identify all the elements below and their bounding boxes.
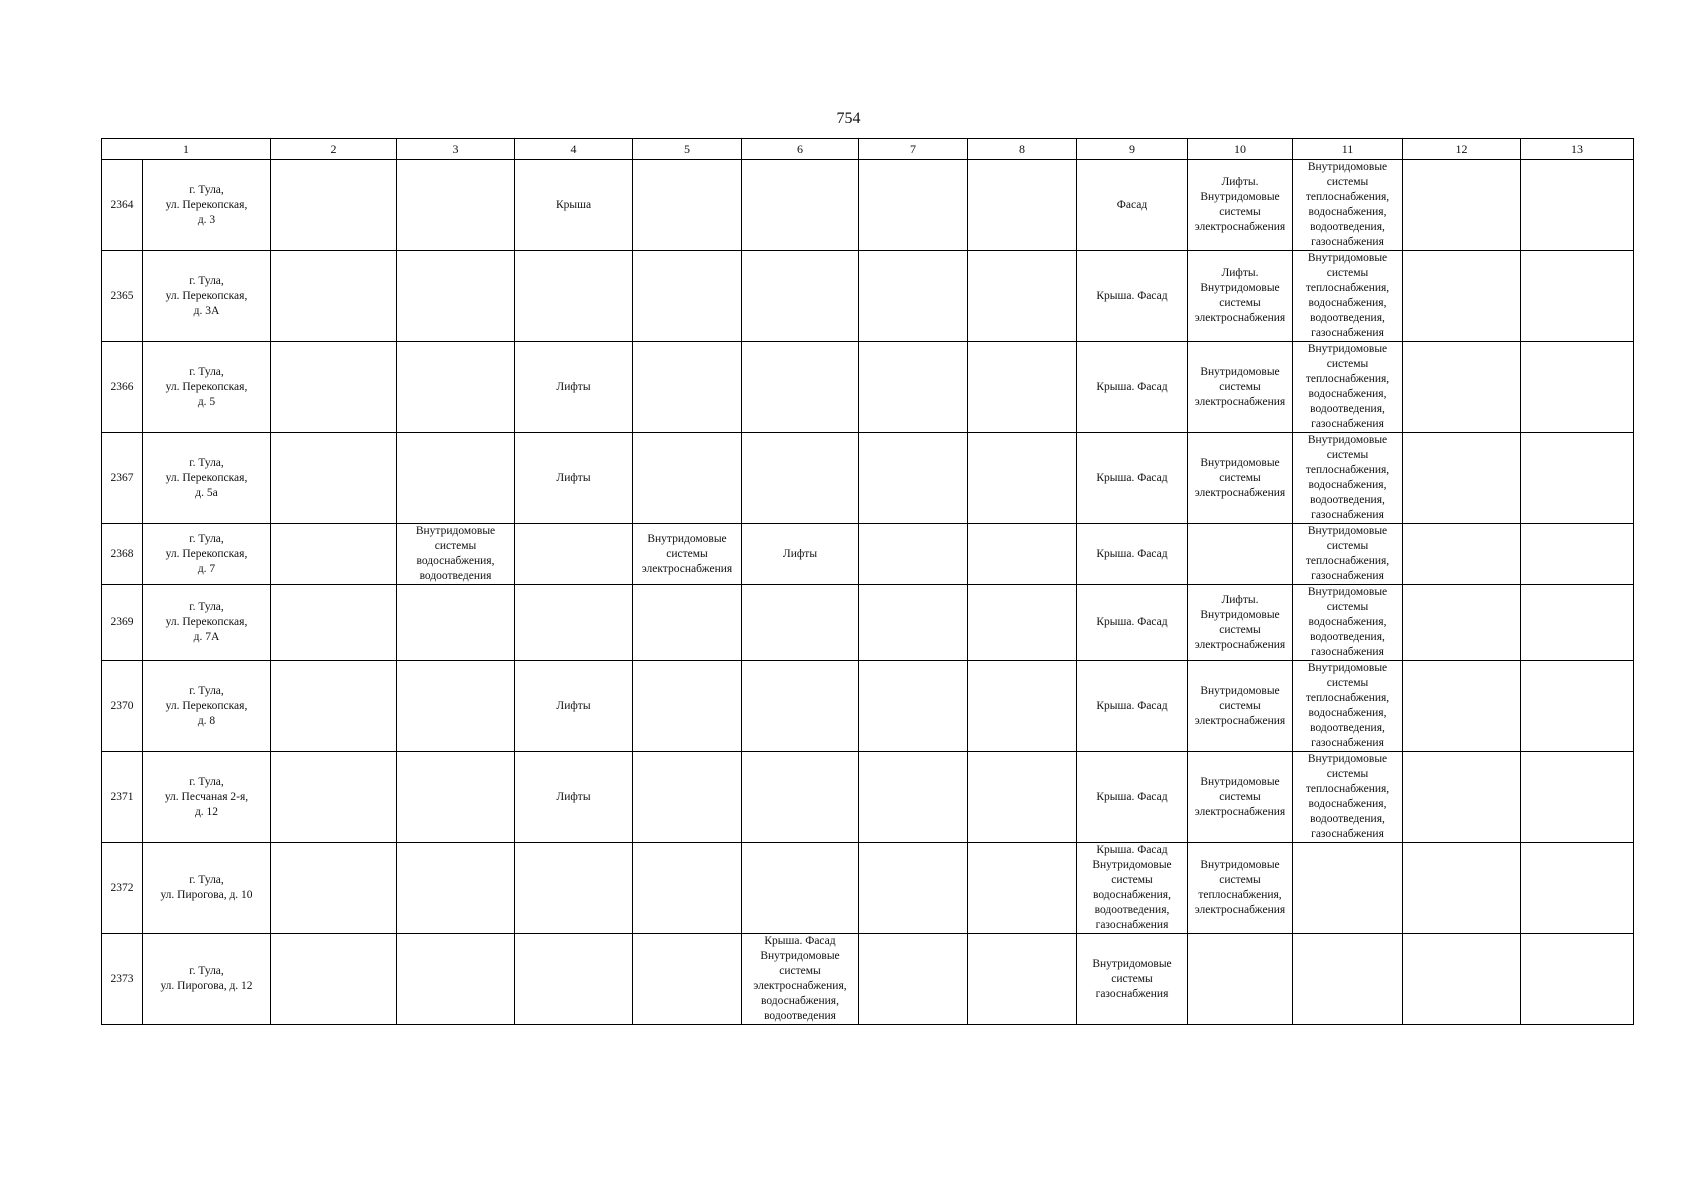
cell-col-12 <box>1403 342 1521 433</box>
cell-col-6 <box>742 251 859 342</box>
cell-col-9: Крыша. Фасад <box>1077 661 1188 752</box>
cell-col-5 <box>633 251 742 342</box>
cell-col-7 <box>859 585 968 661</box>
cell-col-9: Крыша. Фасад <box>1077 433 1188 524</box>
cell-col-3 <box>397 585 515 661</box>
table-body <box>102 160 1634 1025</box>
cell-col-6 <box>742 160 859 251</box>
row-number: 2364 <box>102 160 143 251</box>
cell-col-9: Фасад <box>1077 160 1188 251</box>
cell-col-2 <box>271 433 397 524</box>
cell-col-11 <box>1293 934 1403 1025</box>
cell-col-10: Лифты. Внутридомовые системы электроснабжения <box>1188 251 1293 342</box>
table-row <box>102 752 1634 843</box>
cell-col-6 <box>742 752 859 843</box>
cell-col-8 <box>968 251 1077 342</box>
table-row <box>102 342 1634 433</box>
cell-col-7 <box>859 661 968 752</box>
cell-col-13 <box>1521 585 1634 661</box>
header-row <box>102 139 1634 160</box>
cell-col-5 <box>633 160 742 251</box>
cell-col-7 <box>859 934 968 1025</box>
cell-col-10: Внутридомовые системы электроснабжения <box>1188 342 1293 433</box>
cell-col-4: Лифты <box>515 342 633 433</box>
cell-col-3: Внутридомовые системы водоснабжения, водоотведения <box>397 524 515 585</box>
cell-col-2 <box>271 752 397 843</box>
cell-col-6: Крыша. Фасад Внутридомовые системы электроснабжения, водоснабжения, водоотведения <box>742 934 859 1025</box>
cell-col-4: Лифты <box>515 433 633 524</box>
cell-col-7 <box>859 342 968 433</box>
cell-col-8 <box>968 342 1077 433</box>
cell-col-6 <box>742 342 859 433</box>
cell-col-5: Внутридомовые системы электроснабжения <box>633 524 742 585</box>
address-cell: г. Тула, ул. Перекопская, д. 7А <box>143 585 271 661</box>
cell-col-9: Крыша. Фасад <box>1077 251 1188 342</box>
cell-col-4: Крыша <box>515 160 633 251</box>
cell-col-5 <box>633 843 742 934</box>
row-number: 2372 <box>102 843 143 934</box>
cell-col-8 <box>968 585 1077 661</box>
cell-col-9: Крыша. Фасад Внутридомовые системы водоснабжения, водоотведения, газоснабжения <box>1077 843 1188 934</box>
row-number: 2365 <box>102 251 143 342</box>
cell-col-10 <box>1188 934 1293 1025</box>
address-cell: г. Тула, ул. Перекопская, д. 5 <box>143 342 271 433</box>
row-number: 2369 <box>102 585 143 661</box>
column-header: 3 <box>397 139 515 160</box>
table-row <box>102 524 1634 585</box>
cell-col-2 <box>271 661 397 752</box>
cell-col-8 <box>968 433 1077 524</box>
table-row <box>102 251 1634 342</box>
cell-col-13 <box>1521 251 1634 342</box>
cell-col-11: Внутридомовые системы теплоснабжения, водоснабжения, водоотведения, газоснабжения <box>1293 160 1403 251</box>
cell-col-8 <box>968 752 1077 843</box>
table-row <box>102 585 1634 661</box>
cell-col-7 <box>859 251 968 342</box>
cell-col-12 <box>1403 251 1521 342</box>
cell-col-6 <box>742 585 859 661</box>
cell-col-3 <box>397 251 515 342</box>
cell-col-6 <box>742 661 859 752</box>
cell-col-4 <box>515 843 633 934</box>
cell-col-7 <box>859 843 968 934</box>
cell-col-13 <box>1521 752 1634 843</box>
cell-col-12 <box>1403 752 1521 843</box>
cell-col-4 <box>515 585 633 661</box>
cell-col-11: Внутридомовые системы теплоснабжения, водоснабжения, водоотведения, газоснабжения <box>1293 752 1403 843</box>
cell-col-10: Лифты. Внутридомовые системы электроснабжения <box>1188 585 1293 661</box>
column-header: 11 <box>1293 139 1403 160</box>
cell-col-2 <box>271 843 397 934</box>
cell-col-2 <box>271 342 397 433</box>
cell-col-10 <box>1188 524 1293 585</box>
cell-col-12 <box>1403 585 1521 661</box>
cell-col-3 <box>397 661 515 752</box>
cell-col-12 <box>1403 524 1521 585</box>
column-header: 4 <box>515 139 633 160</box>
cell-col-2 <box>271 251 397 342</box>
column-header: 10 <box>1188 139 1293 160</box>
cell-col-3 <box>397 843 515 934</box>
cell-col-13 <box>1521 661 1634 752</box>
cell-col-8 <box>968 524 1077 585</box>
cell-col-4: Лифты <box>515 752 633 843</box>
cell-col-12 <box>1403 661 1521 752</box>
column-header: 6 <box>742 139 859 160</box>
column-header: 12 <box>1403 139 1521 160</box>
cell-col-12 <box>1403 433 1521 524</box>
cell-col-9: Крыша. Фасад <box>1077 524 1188 585</box>
cell-col-9: Крыша. Фасад <box>1077 342 1188 433</box>
column-header: 13 <box>1521 139 1634 160</box>
cell-col-13 <box>1521 524 1634 585</box>
table-row <box>102 661 1634 752</box>
address-cell: г. Тула, ул. Перекопская, д. 7 <box>143 524 271 585</box>
table-row <box>102 160 1634 251</box>
cell-col-12 <box>1403 843 1521 934</box>
cell-col-5 <box>633 433 742 524</box>
cell-col-9: Крыша. Фасад <box>1077 752 1188 843</box>
cell-col-3 <box>397 342 515 433</box>
address-cell: г. Тула, ул. Перекопская, д. 8 <box>143 661 271 752</box>
row-number: 2367 <box>102 433 143 524</box>
cell-col-12 <box>1403 934 1521 1025</box>
cell-col-4 <box>515 524 633 585</box>
cell-col-9: Внутридомовые системы газоснабжения <box>1077 934 1188 1025</box>
cell-col-2 <box>271 585 397 661</box>
cell-col-4 <box>515 251 633 342</box>
row-number: 2371 <box>102 752 143 843</box>
address-cell: г. Тула, ул. Перекопская, д. 3 <box>143 160 271 251</box>
cell-col-2 <box>271 524 397 585</box>
cell-col-10: Внутридомовые системы теплоснабжения, электроснабжения <box>1188 843 1293 934</box>
row-number: 2366 <box>102 342 143 433</box>
cell-col-6: Лифты <box>742 524 859 585</box>
cell-col-13 <box>1521 843 1634 934</box>
cell-col-13 <box>1521 433 1634 524</box>
address-cell: г. Тула, ул. Пирогова, д. 10 <box>143 843 271 934</box>
cell-col-5 <box>633 752 742 843</box>
column-header: 5 <box>633 139 742 160</box>
repair-schedule-table <box>101 138 1634 1025</box>
table-row <box>102 433 1634 524</box>
cell-col-5 <box>633 342 742 433</box>
cell-col-7 <box>859 752 968 843</box>
cell-col-4: Лифты <box>515 661 633 752</box>
cell-col-10: Внутридомовые системы электроснабжения <box>1188 661 1293 752</box>
table-row <box>102 934 1634 1025</box>
cell-col-5 <box>633 585 742 661</box>
cell-col-7 <box>859 160 968 251</box>
cell-col-10: Внутридомовые системы электроснабжения <box>1188 433 1293 524</box>
cell-col-3 <box>397 934 515 1025</box>
cell-col-11: Внутридомовые системы теплоснабжения, водоснабжения, водоотведения, газоснабжения <box>1293 661 1403 752</box>
cell-col-6 <box>742 433 859 524</box>
cell-col-8 <box>968 160 1077 251</box>
row-number: 2370 <box>102 661 143 752</box>
cell-col-8 <box>968 934 1077 1025</box>
column-header: 9 <box>1077 139 1188 160</box>
cell-col-5 <box>633 934 742 1025</box>
address-cell: г. Тула, ул. Перекопская, д. 3А <box>143 251 271 342</box>
cell-col-10: Внутридомовые системы электроснабжения <box>1188 752 1293 843</box>
cell-col-3 <box>397 433 515 524</box>
column-header: 2 <box>271 139 397 160</box>
cell-col-7 <box>859 433 968 524</box>
cell-col-10: Лифты. Внутридомовые системы электроснабжения <box>1188 160 1293 251</box>
page-number: 754 <box>836 110 861 127</box>
cell-col-6 <box>742 843 859 934</box>
cell-col-11: Внутридомовые системы водоснабжения, водоотведения, газоснабжения <box>1293 585 1403 661</box>
column-header: 8 <box>968 139 1077 160</box>
cell-col-7 <box>859 524 968 585</box>
column-header: 1 <box>102 139 271 160</box>
row-number: 2373 <box>102 934 143 1025</box>
cell-col-13 <box>1521 934 1634 1025</box>
cell-col-3 <box>397 752 515 843</box>
cell-col-11: Внутридомовые системы теплоснабжения, водоснабжения, водоотведения, газоснабжения <box>1293 342 1403 433</box>
column-header: 7 <box>859 139 968 160</box>
table-row <box>102 843 1634 934</box>
cell-col-9: Крыша. Фасад <box>1077 585 1188 661</box>
row-number: 2368 <box>102 524 143 585</box>
cell-col-13 <box>1521 342 1634 433</box>
cell-col-8 <box>968 661 1077 752</box>
cell-col-4 <box>515 934 633 1025</box>
address-cell: г. Тула, ул. Песчаная 2-я, д. 12 <box>143 752 271 843</box>
cell-col-11 <box>1293 843 1403 934</box>
cell-col-13 <box>1521 160 1634 251</box>
cell-col-12 <box>1403 160 1521 251</box>
cell-col-11: Внутридомовые системы теплоснабжения, газоснабжения <box>1293 524 1403 585</box>
cell-col-11: Внутридомовые системы теплоснабжения, водоснабжения, водоотведения, газоснабжения <box>1293 251 1403 342</box>
cell-col-2 <box>271 160 397 251</box>
cell-col-2 <box>271 934 397 1025</box>
cell-col-3 <box>397 160 515 251</box>
cell-col-8 <box>968 843 1077 934</box>
cell-col-11: Внутридомовые системы теплоснабжения, водоснабжения, водоотведения, газоснабжения <box>1293 433 1403 524</box>
cell-col-5 <box>633 661 742 752</box>
address-cell: г. Тула, ул. Пирогова, д. 12 <box>143 934 271 1025</box>
address-cell: г. Тула, ул. Перекопская, д. 5а <box>143 433 271 524</box>
